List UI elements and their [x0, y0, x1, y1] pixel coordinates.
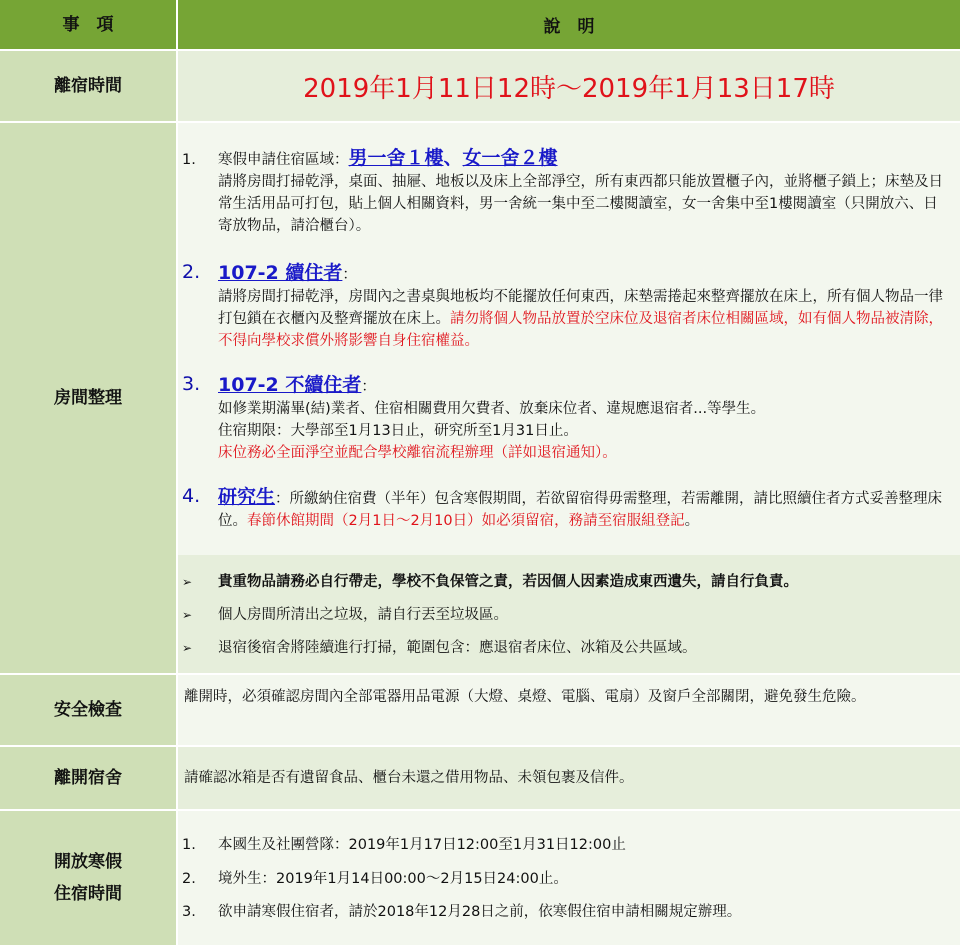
leave-text: 請確認冰箱是否有遺留食品、櫃台未還之借用物品、未領包裹及信件。 — [184, 770, 634, 786]
row-label: 離宿時間 — [0, 51, 176, 121]
row-label: 離開宿舍 — [0, 747, 176, 809]
item-number: 1. — [182, 837, 196, 853]
item-title[interactable]: 107-2 續住者 — [218, 262, 343, 284]
item-description: 請將房間打掃乾淨，桌面、抽屜、地板以及床上全部淨空，所有東西都只能放置櫃子內，並將櫃子鎖上；床墊及日常生活用品可打包，貼上個人相關資料，男一舍統一集中至二樓閱讀室，女一舍集中至1樓閱讀室（只開放六、日寄放物品，請洽櫃台）。 — [218, 174, 943, 234]
item-body — [218, 374, 948, 464]
item-colon: ： — [342, 267, 357, 283]
row-content — [178, 747, 960, 809]
item-end: 。 — [684, 513, 700, 529]
table-row-leave — [0, 747, 960, 809]
table-row-winter — [0, 811, 960, 945]
item-warning: 床位務必全面淨空並配合學校離宿流程辦理（詳如退宿通知）。 — [218, 445, 617, 461]
item-number: 3. — [182, 373, 201, 395]
area-link-female[interactable]: 女一舍２樓 — [462, 147, 558, 169]
row-content — [178, 811, 960, 945]
item-text: 本國生及社團營隊：2019年1月17日12:00至1月31日12:00止 — [218, 837, 626, 853]
arrow-bullet-icon: ➢ — [182, 575, 193, 589]
note-text: 個人房間所清出之垃圾，請自行丟至垃圾區。 — [218, 607, 508, 623]
item-text: ：所繳納住宿費（半年）包含寒假期間，若欲留宿得毋需整理，若需離開，請比照續住者方式妥善整理床位。 — [218, 491, 943, 529]
row-label — [0, 811, 176, 945]
departure-time-range: 2019年1月11日12時～2019年1月13日17時 — [303, 73, 835, 104]
item-number: 2. — [182, 871, 196, 887]
item-number: 3. — [182, 904, 196, 920]
item-line: 住宿期限：大學部至1月13日止，研究所至1月31日止。 — [218, 423, 578, 439]
item-text: 請將房間打掃乾淨，房間內之書桌與地板均不能擺放任何東西，床墊需捲起來整齊擺放在床上，所有個人物品一律打包鎖在衣櫃內及整齊擺放在床上。 — [218, 289, 943, 327]
item-warning: 春節休館期間（2月1日～2月10日）如必須留宿，務請至宿服組登記 — [247, 513, 685, 529]
header-item-cell: 事 項 — [0, 0, 176, 49]
row-content — [178, 123, 960, 673]
item-body — [218, 147, 948, 237]
item-warning: 請勿將個人物品放置於空床位及退宿者床位相關區域，如有個人物品被清除，不得向學校求償外將影響自身住宿權益。 — [218, 311, 943, 349]
arrow-bullet-icon: ➢ — [182, 641, 193, 655]
row-content — [178, 675, 960, 745]
item-description — [218, 286, 948, 352]
note-text: 退宿後宿舍將陸續進行打掃，範圍包含：應退宿者床位、冰箱及公共區域。 — [218, 640, 697, 656]
table-row-departure — [0, 51, 960, 121]
item-number: 4. — [182, 485, 201, 507]
arrow-bullet-icon: ➢ — [182, 608, 193, 622]
item-number: 2. — [182, 261, 201, 283]
note-text: 貴重物品請務必自行帶走，學校不負保管之責，若因個人因素造成東西遺失，請自行負責。 — [218, 574, 798, 590]
item-text: 境外生：2019年1月14日00:00～2月15日24:00止。 — [218, 871, 568, 887]
header-description-cell: 說 明 — [178, 0, 960, 49]
table-row-safety — [0, 675, 960, 745]
table-row-room — [0, 123, 960, 673]
item-title[interactable]: 107-2 不續住者 — [218, 374, 362, 396]
item-title[interactable]: 研究生 — [218, 486, 276, 508]
row-label-line: 住宿時間 — [54, 884, 122, 904]
item-prefix: 寒假申請住宿區域： — [218, 152, 349, 168]
item-number: 1. — [182, 152, 196, 168]
safety-text: 離開時，必須確認房間內全部電器用品電源（大燈、桌燈、電腦、電扇）及窗戶全部關閉，避免發生危險。 — [184, 689, 866, 705]
area-link-male[interactable]: 男一舍１樓 — [348, 147, 444, 169]
row-content — [178, 51, 960, 121]
item-body — [218, 262, 948, 352]
item-body — [218, 486, 948, 532]
row-label: 安全檢查 — [0, 675, 176, 745]
item-text: 欲申請寒假住宿者，請於2018年12月28日之前，依寒假住宿申請相關規定辦理。 — [218, 904, 742, 920]
separator: 、 — [443, 147, 463, 169]
item-line: 如修業期滿畢(結)業者、住宿相關費用欠費者、放棄床位者、違規應退宿者...等學生。 — [218, 401, 766, 417]
notes-section — [178, 555, 960, 673]
table-header-row — [0, 0, 960, 49]
item-colon: ： — [361, 379, 376, 395]
row-label-line: 開放寒假 — [54, 852, 122, 872]
row-label: 房間整理 — [0, 123, 176, 673]
